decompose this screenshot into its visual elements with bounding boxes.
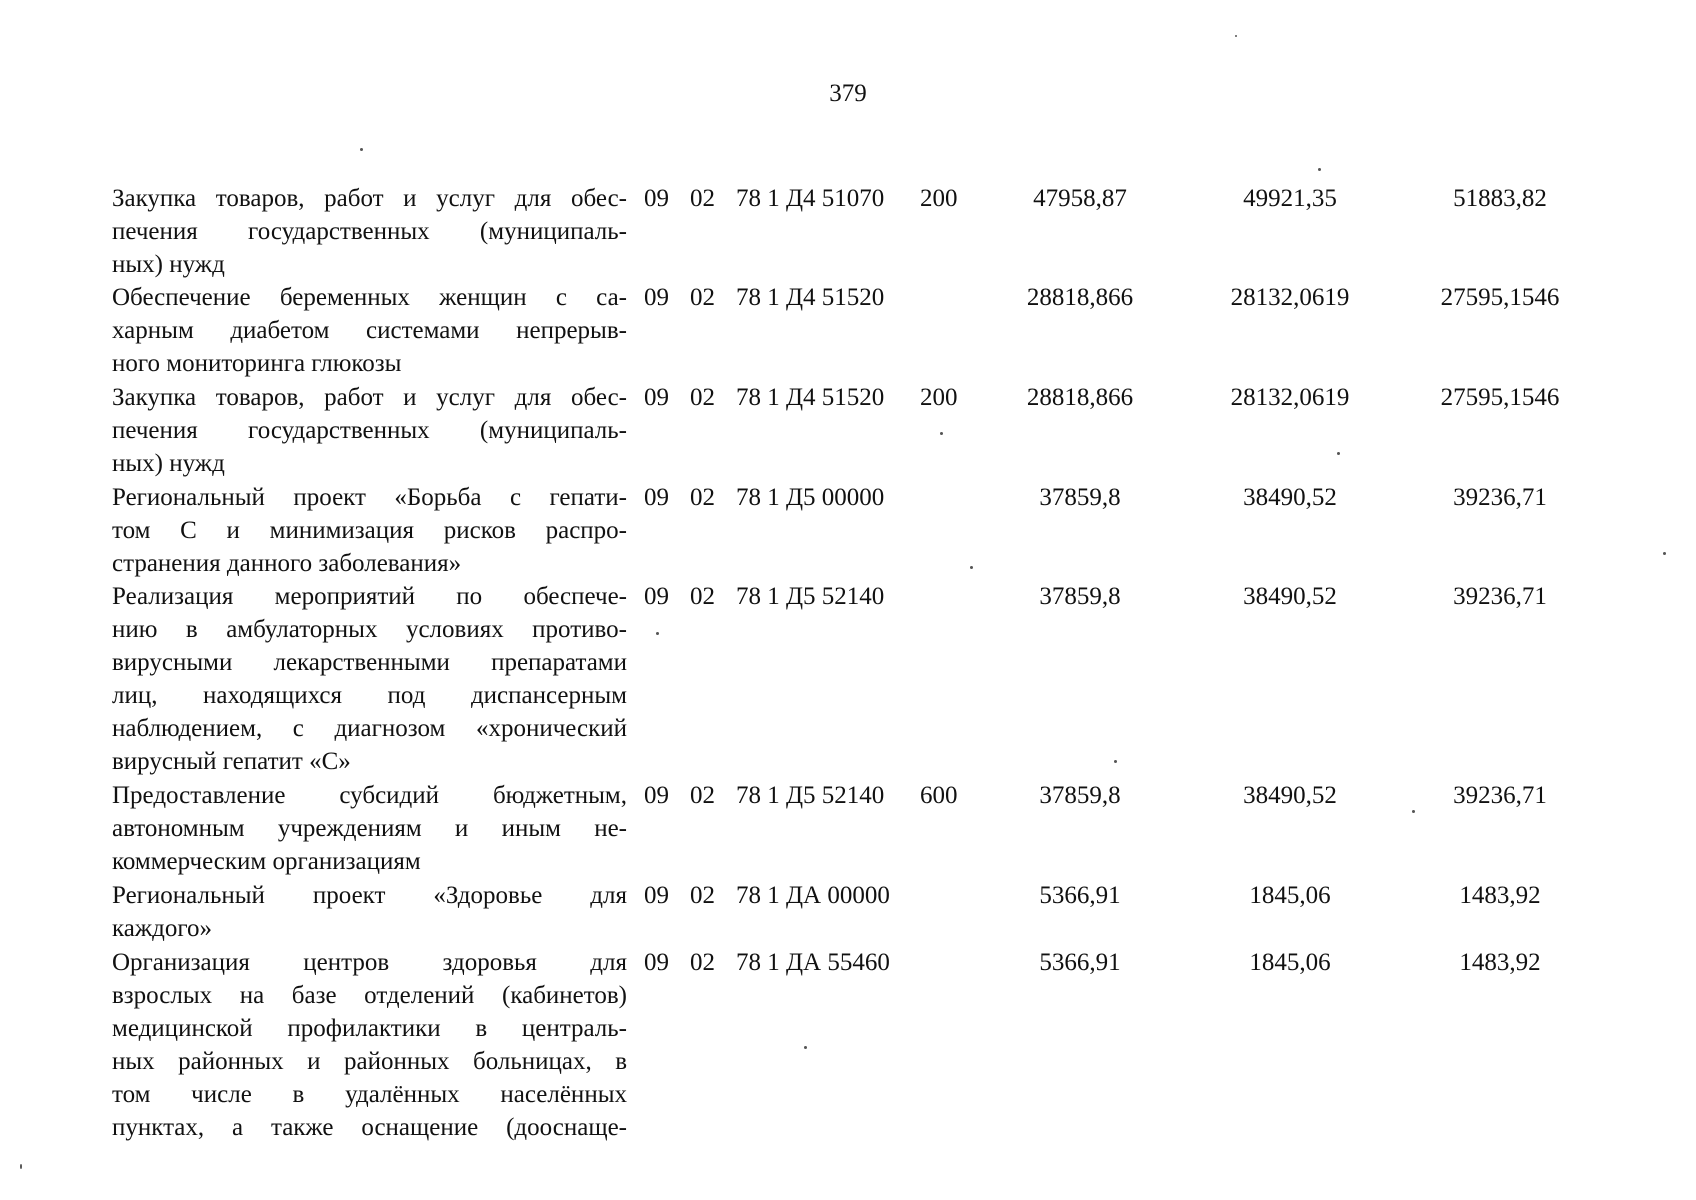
description-line: печения государственных (муниципаль- <box>112 417 627 444</box>
expense-type-code: 200 <box>920 185 958 212</box>
description-line: ных) нужд <box>112 251 225 278</box>
classification-code <box>644 381 970 414</box>
description-line: Региональный проект «Борьба с гепати- <box>112 484 627 511</box>
section-code: 09 <box>644 949 669 976</box>
description-line: том С и минимизация рисков распро- <box>112 517 627 544</box>
subsection-code: 02 <box>690 882 715 909</box>
description-line: нию в амбулаторных условиях противо- <box>112 616 627 643</box>
description-line: Предоставление субсидий бюджетным, <box>112 782 627 809</box>
scan-speck <box>656 632 659 635</box>
row-description <box>112 879 627 945</box>
amount-year-2: 49921,35 <box>1243 185 1337 212</box>
scan-speck <box>970 566 973 569</box>
description-line: коммерческим организациям <box>112 848 421 875</box>
description-line: ных районных и районных больницах, в <box>112 1048 627 1075</box>
amount-year-1: 47958,87 <box>1033 185 1127 212</box>
section-code: 09 <box>644 484 669 511</box>
amount-year-2: 1845,06 <box>1249 882 1331 909</box>
classification-code <box>644 481 970 514</box>
section-code: 09 <box>644 185 669 212</box>
description-line: странения данного заболевания» <box>112 550 462 577</box>
expense-type-code: 200 <box>920 384 958 411</box>
amount-year-3: 27595,1546 <box>1440 284 1560 311</box>
description-line: вирусный гепатит «С» <box>112 748 351 775</box>
row-description <box>112 481 627 580</box>
description-line: каждого» <box>112 915 212 942</box>
subsection-code: 02 <box>690 782 715 809</box>
amount-year-2: 1845,06 <box>1249 949 1331 976</box>
row-description <box>112 779 627 878</box>
subsection-code: 02 <box>690 949 715 976</box>
section-code: 09 <box>644 782 669 809</box>
amount-year-1: 5366,91 <box>1039 949 1121 976</box>
description-line: взрослых на базе отделений (кабинетов) <box>112 982 627 1009</box>
description-line: Организация центров здоровья для <box>112 949 627 976</box>
subsection-code: 02 <box>690 284 715 311</box>
description-line: Реализация мероприятий по обеспече- <box>112 583 627 610</box>
classification-code <box>644 580 970 613</box>
target-article-code: 78 1 ДА 55460 <box>736 949 890 976</box>
amount-year-3: 51883,82 <box>1453 185 1547 212</box>
description-line: наблюдением, с диагнозом «хронический <box>112 715 627 742</box>
scan-speck <box>1235 35 1237 37</box>
description-line: харным диабетом системами непрерыв- <box>112 317 627 344</box>
amount-year-2: 38490,52 <box>1243 782 1337 809</box>
scan-speck <box>1114 760 1117 763</box>
classification-code <box>644 182 970 215</box>
row-description <box>112 580 627 778</box>
amount-year-3: 39236,71 <box>1453 583 1547 610</box>
row-description <box>112 381 627 480</box>
page-number: 379 <box>829 80 867 107</box>
scan-speck <box>20 1164 22 1169</box>
section-code: 09 <box>644 384 669 411</box>
description-line: том числе в удалённых населённых <box>112 1081 627 1108</box>
target-article-code: 78 1 Д5 52140 <box>736 583 885 610</box>
classification-code <box>644 281 970 314</box>
row-description <box>112 946 627 1144</box>
subsection-code: 02 <box>690 185 715 212</box>
scan-speck <box>1318 168 1321 171</box>
amount-year-1: 37859,8 <box>1039 484 1121 511</box>
description-line: Обеспечение беременных женщин с са- <box>112 284 627 311</box>
amount-year-2: 38490,52 <box>1243 484 1337 511</box>
classification-code <box>644 879 970 912</box>
description-line: ного мониторинга глюкозы <box>112 350 402 377</box>
target-article-code: 78 1 ДА 00000 <box>736 882 890 909</box>
scan-speck <box>804 1046 807 1049</box>
amount-year-2: 28132,0619 <box>1230 384 1350 411</box>
description-line: Закупка товаров, работ и услуг для обес- <box>112 384 627 411</box>
section-code: 09 <box>644 583 669 610</box>
subsection-code: 02 <box>690 484 715 511</box>
description-line: Региональный проект «Здоровье для <box>112 882 627 909</box>
section-code: 09 <box>644 284 669 311</box>
section-code: 09 <box>644 882 669 909</box>
target-article-code: 78 1 Д4 51520 <box>736 384 885 411</box>
subsection-code: 02 <box>690 384 715 411</box>
target-article-code: 78 1 Д5 52140 <box>736 782 885 809</box>
amount-year-3: 27595,1546 <box>1440 384 1560 411</box>
scan-speck <box>1663 552 1666 555</box>
subsection-code: 02 <box>690 583 715 610</box>
description-line: Закупка товаров, работ и услуг для обес- <box>112 185 627 212</box>
amount-year-1: 37859,8 <box>1039 782 1121 809</box>
amount-year-1: 5366,91 <box>1039 882 1121 909</box>
scan-speck <box>1412 810 1415 813</box>
classification-code <box>644 779 970 812</box>
description-line: вирусными лекарственными препаратами <box>112 649 627 676</box>
scan-speck <box>360 148 363 151</box>
amount-year-1: 28818,866 <box>1026 384 1134 411</box>
amount-year-2: 28132,0619 <box>1230 284 1350 311</box>
scan-speck <box>940 432 943 435</box>
row-description <box>112 281 627 380</box>
description-line: автономным учреждениям и иным не- <box>112 815 627 842</box>
description-line: ных) нужд <box>112 450 225 477</box>
target-article-code: 78 1 Д4 51520 <box>736 284 885 311</box>
row-description <box>112 182 627 281</box>
amount-year-2: 38490,52 <box>1243 583 1337 610</box>
amount-year-1: 28818,866 <box>1026 284 1134 311</box>
expense-type-code: 600 <box>920 782 958 809</box>
classification-code <box>644 946 970 979</box>
amount-year-1: 37859,8 <box>1039 583 1121 610</box>
target-article-code: 78 1 Д5 00000 <box>736 484 885 511</box>
amount-year-3: 39236,71 <box>1453 484 1547 511</box>
amount-year-3: 1483,92 <box>1459 882 1541 909</box>
amount-year-3: 1483,92 <box>1459 949 1541 976</box>
target-article-code: 78 1 Д4 51070 <box>736 185 885 212</box>
description-line: пунктах, а также оснащение (дооснаще- <box>112 1114 627 1141</box>
description-line: медицинской профилактики в централь- <box>112 1015 627 1042</box>
scan-speck <box>1337 452 1340 455</box>
amount-year-3: 39236,71 <box>1453 782 1547 809</box>
description-line: лиц, находящихся под диспансерным <box>112 682 627 709</box>
description-line: печения государственных (муниципаль- <box>112 218 627 245</box>
